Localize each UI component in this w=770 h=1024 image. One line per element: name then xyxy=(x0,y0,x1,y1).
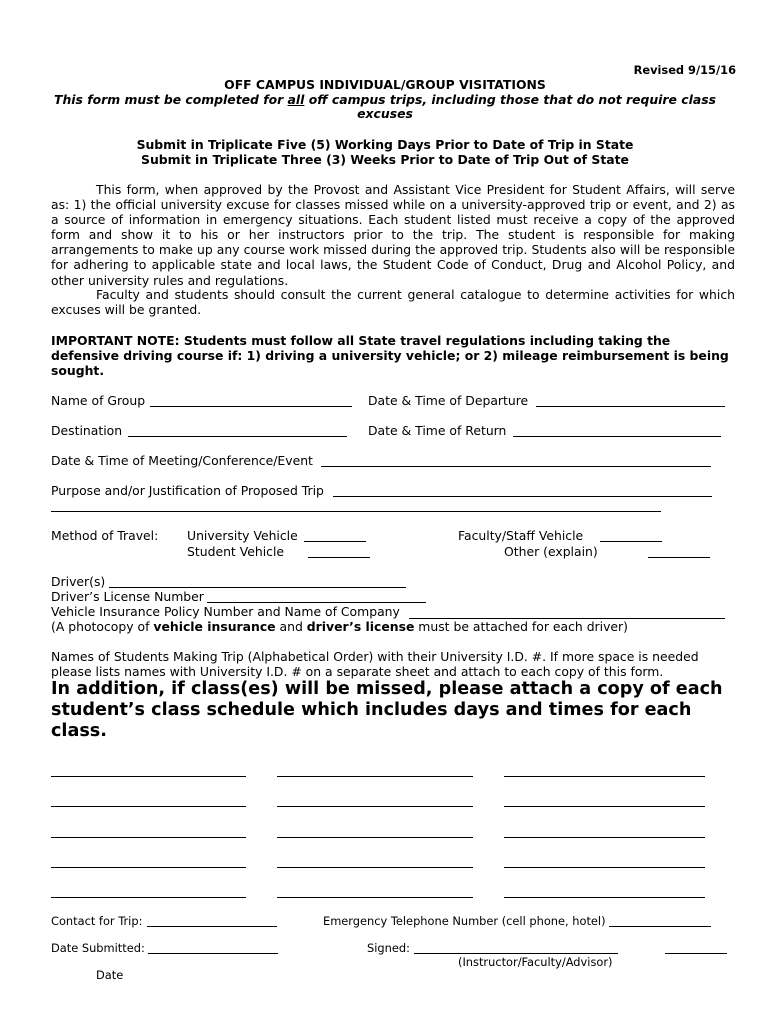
photocopy-note xyxy=(51,619,628,634)
intro-paragraph: This form, when approved by the Provost and Assistant Vice President for Student Affairs, will serve as: 1) the official university excuse for classes missed while on a university-approved trip or event, and 2) as a source of information in emergency situations. Each student listed must receive a copy of the approved form and show it to his or her instructors prior to the trip. The student is responsible for making arrangements to make up any course work missed during the approved trip. Students also will be responsible for adhering to applicable state and local laws, the Student Code of Conduct, Drug and Alcohol Policy, and other university rules and regulations. xyxy=(51,182,735,288)
student-name-line[interactable] xyxy=(51,867,246,868)
purpose-field-continued[interactable] xyxy=(51,511,661,512)
signature-field[interactable] xyxy=(414,953,618,954)
contact-label: Contact for Trip: xyxy=(51,914,143,928)
license-number-label: Driver’s License Number xyxy=(51,589,204,604)
subtitle-text-post: off campus trips, including those that do not require class xyxy=(304,92,716,107)
insurance-label: Vehicle Insurance Policy Number and Name of Company xyxy=(51,604,400,619)
student-vehicle-field[interactable] xyxy=(308,557,370,558)
faculty-staff-vehicle-label: Faculty/Staff Vehicle xyxy=(458,528,584,543)
student-name-line[interactable] xyxy=(277,837,473,838)
student-names-instructions: Names of Students Making Trip (Alphabetical Order) with their University I.D. #. If more space is needed xyxy=(51,649,699,664)
student-vehicle-label: Student Vehicle xyxy=(187,544,285,559)
student-name-line[interactable] xyxy=(504,867,705,868)
university-vehicle-field[interactable] xyxy=(304,541,366,542)
photocopy-note-mid: and xyxy=(275,619,307,634)
purpose-field[interactable] xyxy=(333,496,712,497)
form-title: OFF CAMPUS INDIVIDUAL/GROUP VISITATIONS xyxy=(224,77,546,92)
student-name-line[interactable] xyxy=(504,806,705,807)
emergency-phone-label: Emergency Telephone Number (cell phone, hotel) xyxy=(323,914,606,928)
drivers-label: Driver(s) xyxy=(51,574,106,589)
destination-field[interactable] xyxy=(128,436,347,437)
drivers-field[interactable] xyxy=(109,587,406,588)
date-label: Date xyxy=(96,968,124,982)
other-travel-field[interactable] xyxy=(648,557,710,558)
emergency-phone-field[interactable] xyxy=(609,926,711,927)
class-schedule-note: In addition, if class(es) will be missed, please attach a copy of each student’s class schedule which includes days and times for each class. xyxy=(51,679,723,741)
photocopy-note-license: driver’s license xyxy=(306,619,415,634)
form-subtitle xyxy=(0,92,770,107)
student-name-line[interactable] xyxy=(504,776,705,777)
submit-in-state: Submit in Triplicate Five (5) Working Days Prior to Date of Trip in State xyxy=(136,137,634,152)
date-submitted-label: Date Submitted: xyxy=(51,941,145,955)
photocopy-note-insurance: vehicle insurance xyxy=(153,619,276,634)
method-of-travel-label: Method of Travel: xyxy=(51,528,159,543)
university-vehicle-label: University Vehicle xyxy=(187,528,298,543)
student-name-line[interactable] xyxy=(277,867,473,868)
catalogue-paragraph: Faculty and students should consult the current general catalogue to determine activities for which excuses will be granted. xyxy=(51,287,735,318)
photocopy-note-post: must be attached for each driver) xyxy=(414,619,628,634)
faculty-staff-vehicle-field[interactable] xyxy=(600,541,662,542)
name-of-group-label: Name of Group xyxy=(51,393,146,408)
student-name-line[interactable] xyxy=(504,897,705,898)
student-name-line[interactable] xyxy=(51,897,246,898)
contact-field[interactable] xyxy=(147,926,277,927)
name-of-group-field[interactable] xyxy=(150,406,352,407)
departure-label: Date & Time of Departure xyxy=(368,393,529,408)
license-number-field[interactable] xyxy=(207,602,426,603)
subtitle-text-underlined: all xyxy=(287,92,305,107)
other-travel-label: Other (explain) xyxy=(504,544,598,559)
student-name-line[interactable] xyxy=(504,837,705,838)
student-name-line[interactable] xyxy=(51,806,246,807)
student-name-line[interactable] xyxy=(277,806,473,807)
student-name-line[interactable] xyxy=(51,776,246,777)
photocopy-note-pre: (A photocopy of xyxy=(51,619,154,634)
meeting-label: Date & Time of Meeting/Conference/Event xyxy=(51,453,313,468)
subtitle-text-pre: This form must be completed for xyxy=(54,92,288,107)
meeting-field[interactable] xyxy=(321,466,711,467)
form-subtitle-line2: excuses xyxy=(357,106,413,121)
student-name-line[interactable] xyxy=(277,776,473,777)
revised-date: Revised 9/15/16 xyxy=(633,63,736,77)
return-field[interactable] xyxy=(513,436,721,437)
signed-label: Signed: xyxy=(367,941,410,955)
departure-field[interactable] xyxy=(536,406,725,407)
destination-label: Destination xyxy=(51,423,123,438)
date-submitted-field[interactable] xyxy=(148,953,278,954)
student-names-instructions-2: please lists names with University I.D. # on a separate sheet and attach to each copy of this form. xyxy=(51,664,664,679)
return-label: Date & Time of Return xyxy=(368,423,507,438)
signer-role: (Instructor/Faculty/Advisor) xyxy=(458,955,613,969)
important-note: IMPORTANT NOTE: Students must follow all State travel regulations including taking the defensive driving course if: 1) driving a university vehicle; or 2) mileage reimbursement is being sought. xyxy=(51,333,729,379)
purpose-label: Purpose and/or Justification of Proposed Trip xyxy=(51,483,324,498)
submit-out-of-state: Submit in Triplicate Three (3) Weeks Prior to Date of Trip Out of State xyxy=(141,152,629,167)
student-name-line[interactable] xyxy=(277,897,473,898)
signature-date-field[interactable] xyxy=(665,953,727,954)
student-name-line[interactable] xyxy=(51,837,246,838)
